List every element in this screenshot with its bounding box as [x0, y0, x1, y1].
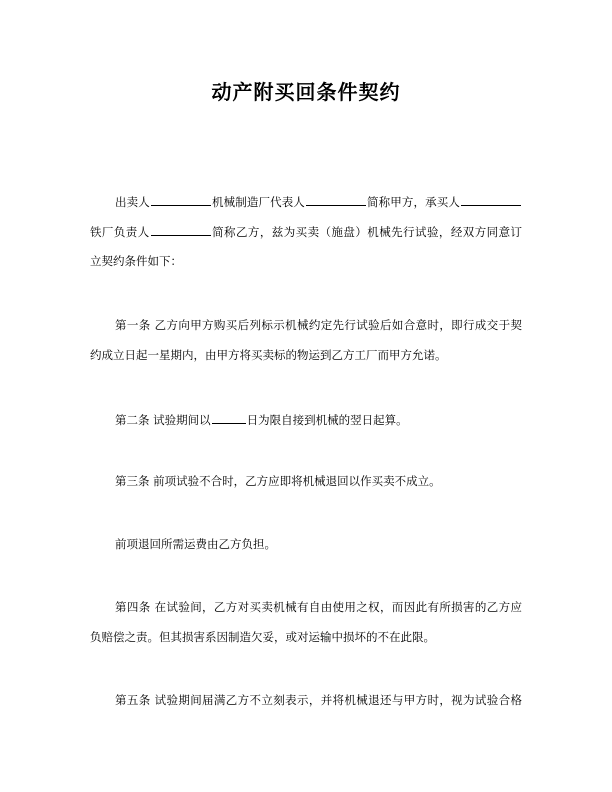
preamble-line-3: 立契约条件如下：	[90, 254, 182, 268]
article-3-line-2: 前项退回所需运费由乙方负担。	[115, 537, 276, 551]
seller-label: 出卖人	[115, 195, 150, 209]
preamble-line-2	[90, 224, 522, 239]
buyer-label: 简称甲方，承买人	[366, 195, 461, 209]
article-1-line-1: 第一条 乙方向甲方购买后列标示机械约定先行试验后如合意时，即行成交于契	[115, 318, 522, 332]
representative-label: 机械制造厂代表人	[211, 195, 305, 209]
document-title: 动产附买回条件契约	[211, 80, 401, 104]
article-3-line-1: 第三条 前项试验不合时，乙方应即将机械退回以作买卖不成立。	[115, 474, 441, 488]
article-2-line-1	[115, 412, 408, 427]
representative-blank	[306, 194, 366, 206]
article-5-line-1: 第五条 试验期间届满乙方不立刻表示，并将机械退还与甲方时，视为试验合格	[115, 693, 522, 707]
preamble-line-1	[115, 194, 522, 209]
article-2-text-b: 日为限自接到机械的翌日起算。	[246, 413, 408, 427]
buyer-blank	[461, 194, 521, 206]
article-4-line-1: 第四条 在试验间，乙方对买卖机械有自由使用之权，而因此有所损害的乙方应	[115, 600, 522, 614]
article-4-line-2: 负赔偿之责。但其损害系因制造欠妥，或对运输中损坏的不在此限。	[90, 630, 435, 644]
preamble-text: 简称乙方，兹为买卖（施盘）机械先行试验，经双方同意订	[211, 225, 523, 239]
factory-head-blank	[151, 224, 211, 236]
factory-head-label: 铁厂负责人	[90, 225, 150, 239]
trial-days-blank	[212, 412, 246, 424]
article-2-text-a: 第二条 试验期间以	[115, 413, 211, 427]
seller-blank	[151, 194, 211, 206]
article-1-line-2: 约成立日起一星期内，由甲方将买卖标的物运到乙方工厂而甲方允诺。	[90, 348, 447, 362]
